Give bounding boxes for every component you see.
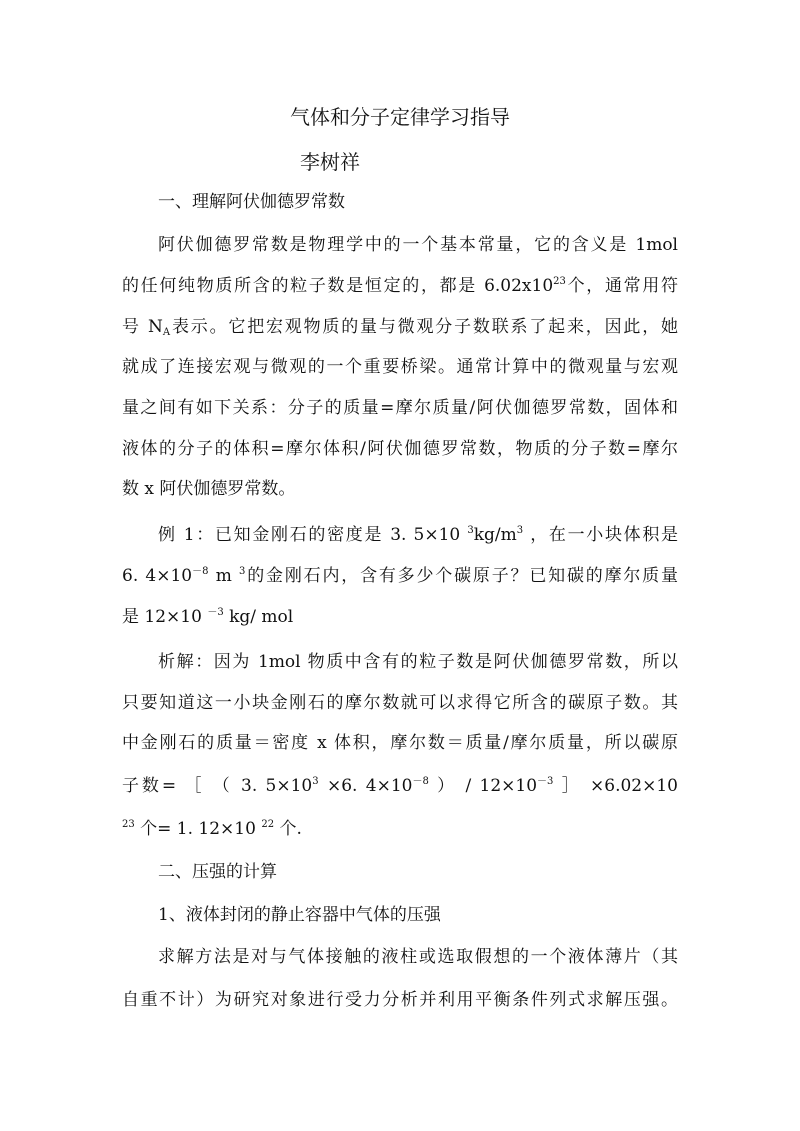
paragraph-line: 液体的分子的体积=摩尔体积/阿伏伽德罗常数，物质的分子数=摩尔 (122, 439, 678, 459)
paragraph-line: 阿伏伽德罗常数是物理学中的一个基本常量，它的含义是 1mol (158, 235, 678, 255)
paragraph-line: 就成了连接宏观与微观的一个重要桥梁。通常计算中的微观量与宏观 (122, 357, 678, 377)
example-line: 6. $4\times 10^{-8}$ m $^3$的金刚石内，含有多少个碳原子？已知碳的摩尔质量 (122, 566, 678, 586)
paragraph-line: 号 $N_A$表示。它把宏观物质的量与微观分子数联系了起来，因此，她 (122, 317, 679, 338)
paragraph-line: 量之间有如下关系：分子的质量=摩尔质量/阿伏伽德罗常数，固体和 (122, 398, 678, 418)
section-heading-2: 二、压强的计算 (158, 862, 277, 882)
analysis-line: 子数= ［ （ 3. $5\times 10^3 \times 6$. $4\times 10^{-8}$ ） / $12\times 10^{-3}$ ］ ×6.02×10 (122, 776, 678, 796)
analysis-line: 只要知道这一小块金刚石的摩尔数就可以求得它所含的碳原子数。其 (122, 693, 678, 713)
example-line: 是 12×10 $^{-3}$ kg/ mol (122, 607, 294, 627)
paragraph-line: 自重不计）为研究对象进行受力分析并利用平衡条件列式求解压强。 (122, 990, 678, 1010)
author-name: 李树祥 (300, 150, 360, 174)
example-line: 例 1：已知金刚石的密度是 3. 5×10 $^3kg/m^3$ ，在一小块体积是 (158, 525, 679, 545)
analysis-line: $^{23}$ 个= 1. 12×10 $^{22}$ 个. (122, 819, 302, 839)
paragraph-line: 求解方法是对与气体接触的液柱或选取假想的一个液体薄片（其 (158, 947, 678, 967)
subsection-heading: 1、液体封闭的静止容器中气体的压强 (158, 905, 441, 925)
paragraph-line: 数 x 阿伏伽德罗常数。 (122, 479, 296, 499)
section-heading-1: 一、理解阿伏伽德罗常数 (158, 192, 345, 212)
document-title: 气体和分子定律学习指导 (290, 105, 510, 129)
paragraph-line: 的任何纯物质所含的粒子数是恒定的，都是 $6.02x10^{23}$个，通常用符 (122, 276, 678, 296)
analysis-line: 析解：因为 1mol 物质中含有的粒子数是阿伏伽德罗常数，所以 (158, 652, 678, 672)
analysis-line: 中金刚石的质量＝密度 x 体积，摩尔数＝质量/摩尔质量，所以碳原 (122, 733, 678, 753)
